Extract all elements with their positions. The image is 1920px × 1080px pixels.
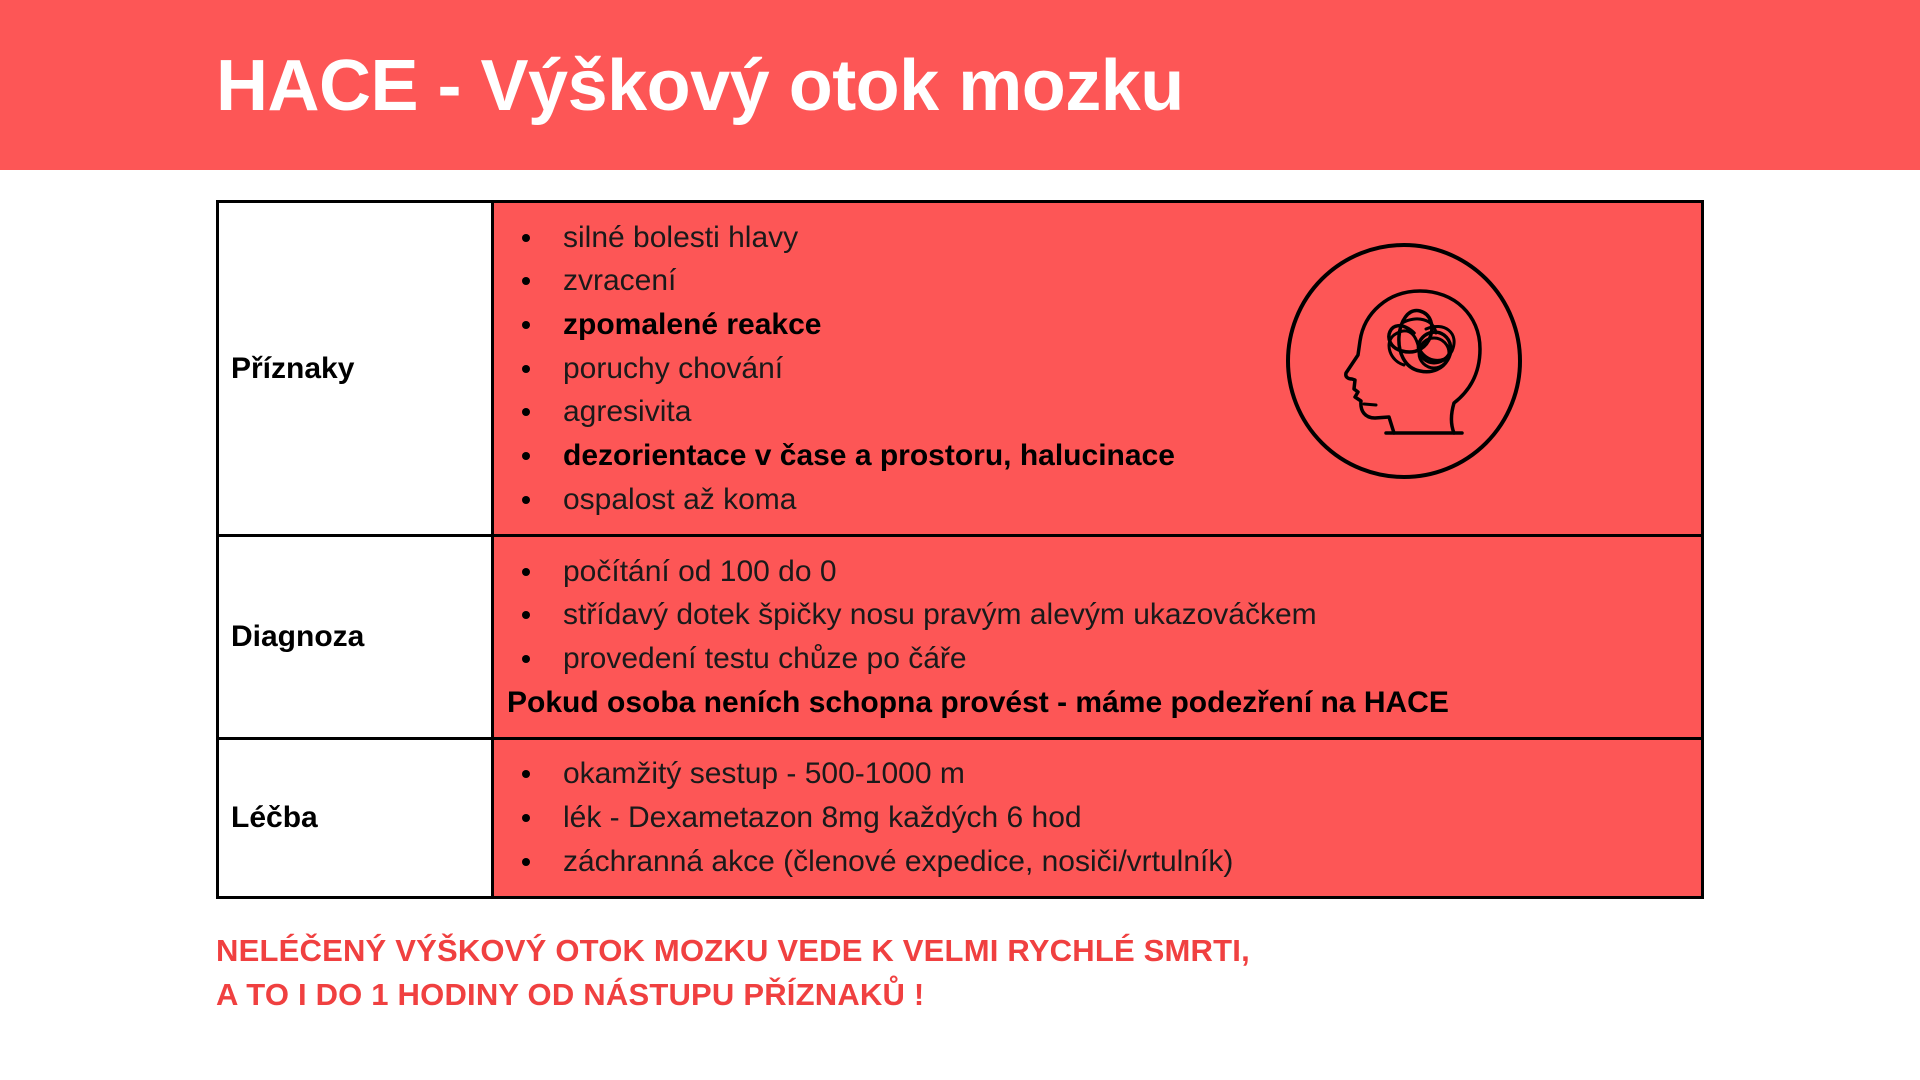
warning-line-2: A TO I DO 1 HODINY OD NÁSTUPU PŘÍZNAKŮ ! [216,977,925,1012]
row-label-symptoms: Příznaky [218,202,493,536]
list-item: poruchy chování [521,347,1701,391]
hace-info-table [216,200,1704,899]
warning-line-1: NELÉČENÝ VÝŠKOVÝ OTOK MOZKU VEDE K VELMI RYCHLÉ SMRTI, [216,933,1250,968]
head-with-tangled-thoughts-icon [1284,241,1524,481]
diagnosis-cell [493,536,1703,739]
list-item: zpomalené reakce [521,303,1701,347]
list-item: okamžitý sestup - 500-1000 m [521,752,1701,796]
list-item: provedení testu chůze po čáře [521,637,1701,681]
row-label-treatment: Léčba [218,739,493,898]
list-item: střídavý dotek špičky nosu pravým alevým ukazováčkem [521,593,1701,637]
list-item: zvracení [521,259,1701,303]
treatment-cell [493,739,1703,898]
list-item: záchranná akce (členové expedice, nosiči/vrtulník) [521,840,1701,884]
page-title: HACE - Výškový otok mozku [216,46,1184,126]
table-row-diagnosis [218,536,1703,739]
list-item: silné bolesti hlavy [521,216,1701,260]
table-row-treatment [218,739,1703,898]
diagnosis-list [494,550,1701,681]
list-item: dezorientace v čase a prostoru, halucinace [521,434,1701,478]
title-banner [0,0,1920,170]
warning-text [216,929,1250,1017]
list-item: ospalost až koma [521,478,1701,522]
row-label-diagnosis: Diagnoza [218,536,493,739]
diagnosis-note: Pokud osoba neních schopna provést - máme podezření na HACE [507,685,1449,719]
list-item: počítání od 100 do 0 [521,550,1701,594]
symptoms-cell [493,202,1703,536]
table-row-symptoms [218,202,1703,536]
list-item: agresivita [521,390,1701,434]
treatment-list [494,752,1701,883]
list-item: lék - Dexametazon 8mg každých 6 hod [521,796,1701,840]
